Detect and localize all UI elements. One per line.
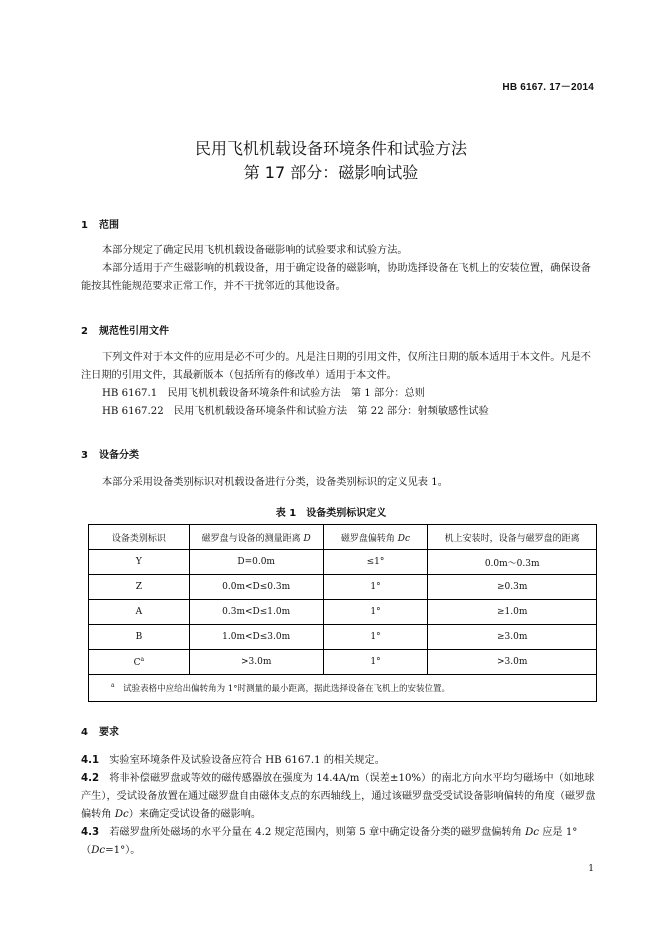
clause-4-3: 4.3 若磁罗盘所处磁场的水平分量在 4.2 规定范围内，则第 5 章中确定设备分类的磁罗盘偏转角 Dc 应是 1°（Dc=1°）。 [81,827,578,856]
angle-cell: 1° [323,600,428,625]
category-cell: Y [89,550,190,575]
section-title: 要求 [99,727,119,738]
category-cell: B [89,625,190,650]
table-header-cell: 机上安装时，设备与磁罗盘的距离 [428,525,597,550]
install-distance-cell: ≥1.0m [428,600,597,625]
clause-number: 4.2 [81,773,100,784]
section-2-paragraph-1: 下列文件对于本文件的应用是必不可少的。凡是注日期的引用文件，仅所注日期的版本适用于本文件。凡是不注日期的引用文件，其最新版本（包括所有的修改单）适用于本文件。 [81,352,591,381]
page-number: 1 [588,864,594,874]
table-row [89,600,597,625]
table-note-row [89,675,597,702]
section-4-heading [81,723,119,738]
section-title: 范围 [99,220,119,231]
section-3-paragraph-1: 本部分采用设备类别标识对机载设备进行分类，设备类别标识的定义见表 1。 [102,477,448,488]
install-distance-cell: 0.0m～0.3m [428,550,597,575]
section-1-paragraph-2: 本部分适用于产生磁影响的机载设备，用于确定设备的磁影响，协助选择设备在飞机上的安装位置，确保设备能按其性能规范要求正常工作，并不干扰邻近的其他设备。 [81,263,591,292]
section-2-heading [81,322,169,337]
table-row [89,575,597,600]
section-number: 1 [81,220,88,231]
table-caption: 表 1 设备类别标识定义 [275,508,387,519]
table-row [89,625,597,650]
category-cell: $C^a$ [89,650,190,675]
section-title: 规范性引用文件 [99,326,169,337]
install-distance-cell: >3.0m [428,650,597,675]
table-header-cell: 磁罗盘偏转角 Dc [323,525,428,550]
category-cell: Z [89,575,190,600]
table-row [89,550,597,575]
clause-number: 4.3 [81,827,100,838]
section-3-heading [81,446,139,461]
section-number: 3 [81,450,88,461]
distance-cell: 0.0m<D≤0.3m [189,575,323,600]
clause-number: 4.1 [81,755,100,766]
table-header-cell: 设备类别标识 [89,525,190,550]
footnote-marker: a [140,656,145,663]
clause-4-2: 4.2 将非补偿磁罗盘或等效的磁传感器放在强度为 14.4A/m（误差±10%）的南北方向水平均匀磁场中（如地球产生），受试设备放置在通过磁罗盘自由磁体支点的东西轴线上，通过该磁罗盘受受试设备影响偏转的角度（磁罗盘偏转角 Dc）来确定受试设备的磁影响。 [81,773,596,820]
angle-cell: 1° [323,650,428,675]
table-row [89,650,597,675]
footnote-marker: a [111,682,115,690]
section-1-paragraph-1: 本部分规定了确定民用飞机机载设备磁影响的试验要求和试验方法。 [102,245,408,256]
table-header-cell: 磁罗盘与设备的测量距离 D [189,525,323,550]
table-header-row [89,525,597,550]
distance-cell: 0.3m<D≤1.0m [189,600,323,625]
distance-cell: >3.0m [189,650,323,675]
normative-reference-1: HB 6167.1 民用飞机机载设备环境条件和试验方法 第 1 部分：总则 [102,388,425,399]
section-1-heading [81,216,119,231]
document-subtitle: 第 17 部分：磁影响试验 [243,163,419,182]
distance-cell: 1.0m<D≤3.0m [189,625,323,650]
angle-cell: 1° [323,575,428,600]
section-number: 2 [81,326,88,337]
angle-cell: 1° [323,625,428,650]
table-footnote: $^a$ 试验表格中应给出偏转角为 1°时测量的最小距离，据此选择设备在飞机上的安装位置。 [89,675,597,702]
angle-cell: ≤1° [323,550,428,575]
section-title: 设备分类 [99,450,139,461]
install-distance-cell: ≥0.3m [428,575,597,600]
equipment-category-table [88,524,597,702]
distance-cell: D=0.0m [189,550,323,575]
document-title: 民用飞机机载设备环境条件和试验方法 [194,139,467,158]
standard-number: HB 6167. 17－2014 [502,82,594,93]
section-number: 4 [81,727,88,738]
clause-4-1: 4.1 实验室环境条件及试验设备应符合 HB 6167.1 的相关规定。 [81,755,385,766]
install-distance-cell: ≥3.0m [428,625,597,650]
category-cell: A [89,600,190,625]
normative-reference-2: HB 6167.22 民用飞机机载设备环境条件和试验方法 第 22 部分：射频敏感性试验 [102,406,489,417]
